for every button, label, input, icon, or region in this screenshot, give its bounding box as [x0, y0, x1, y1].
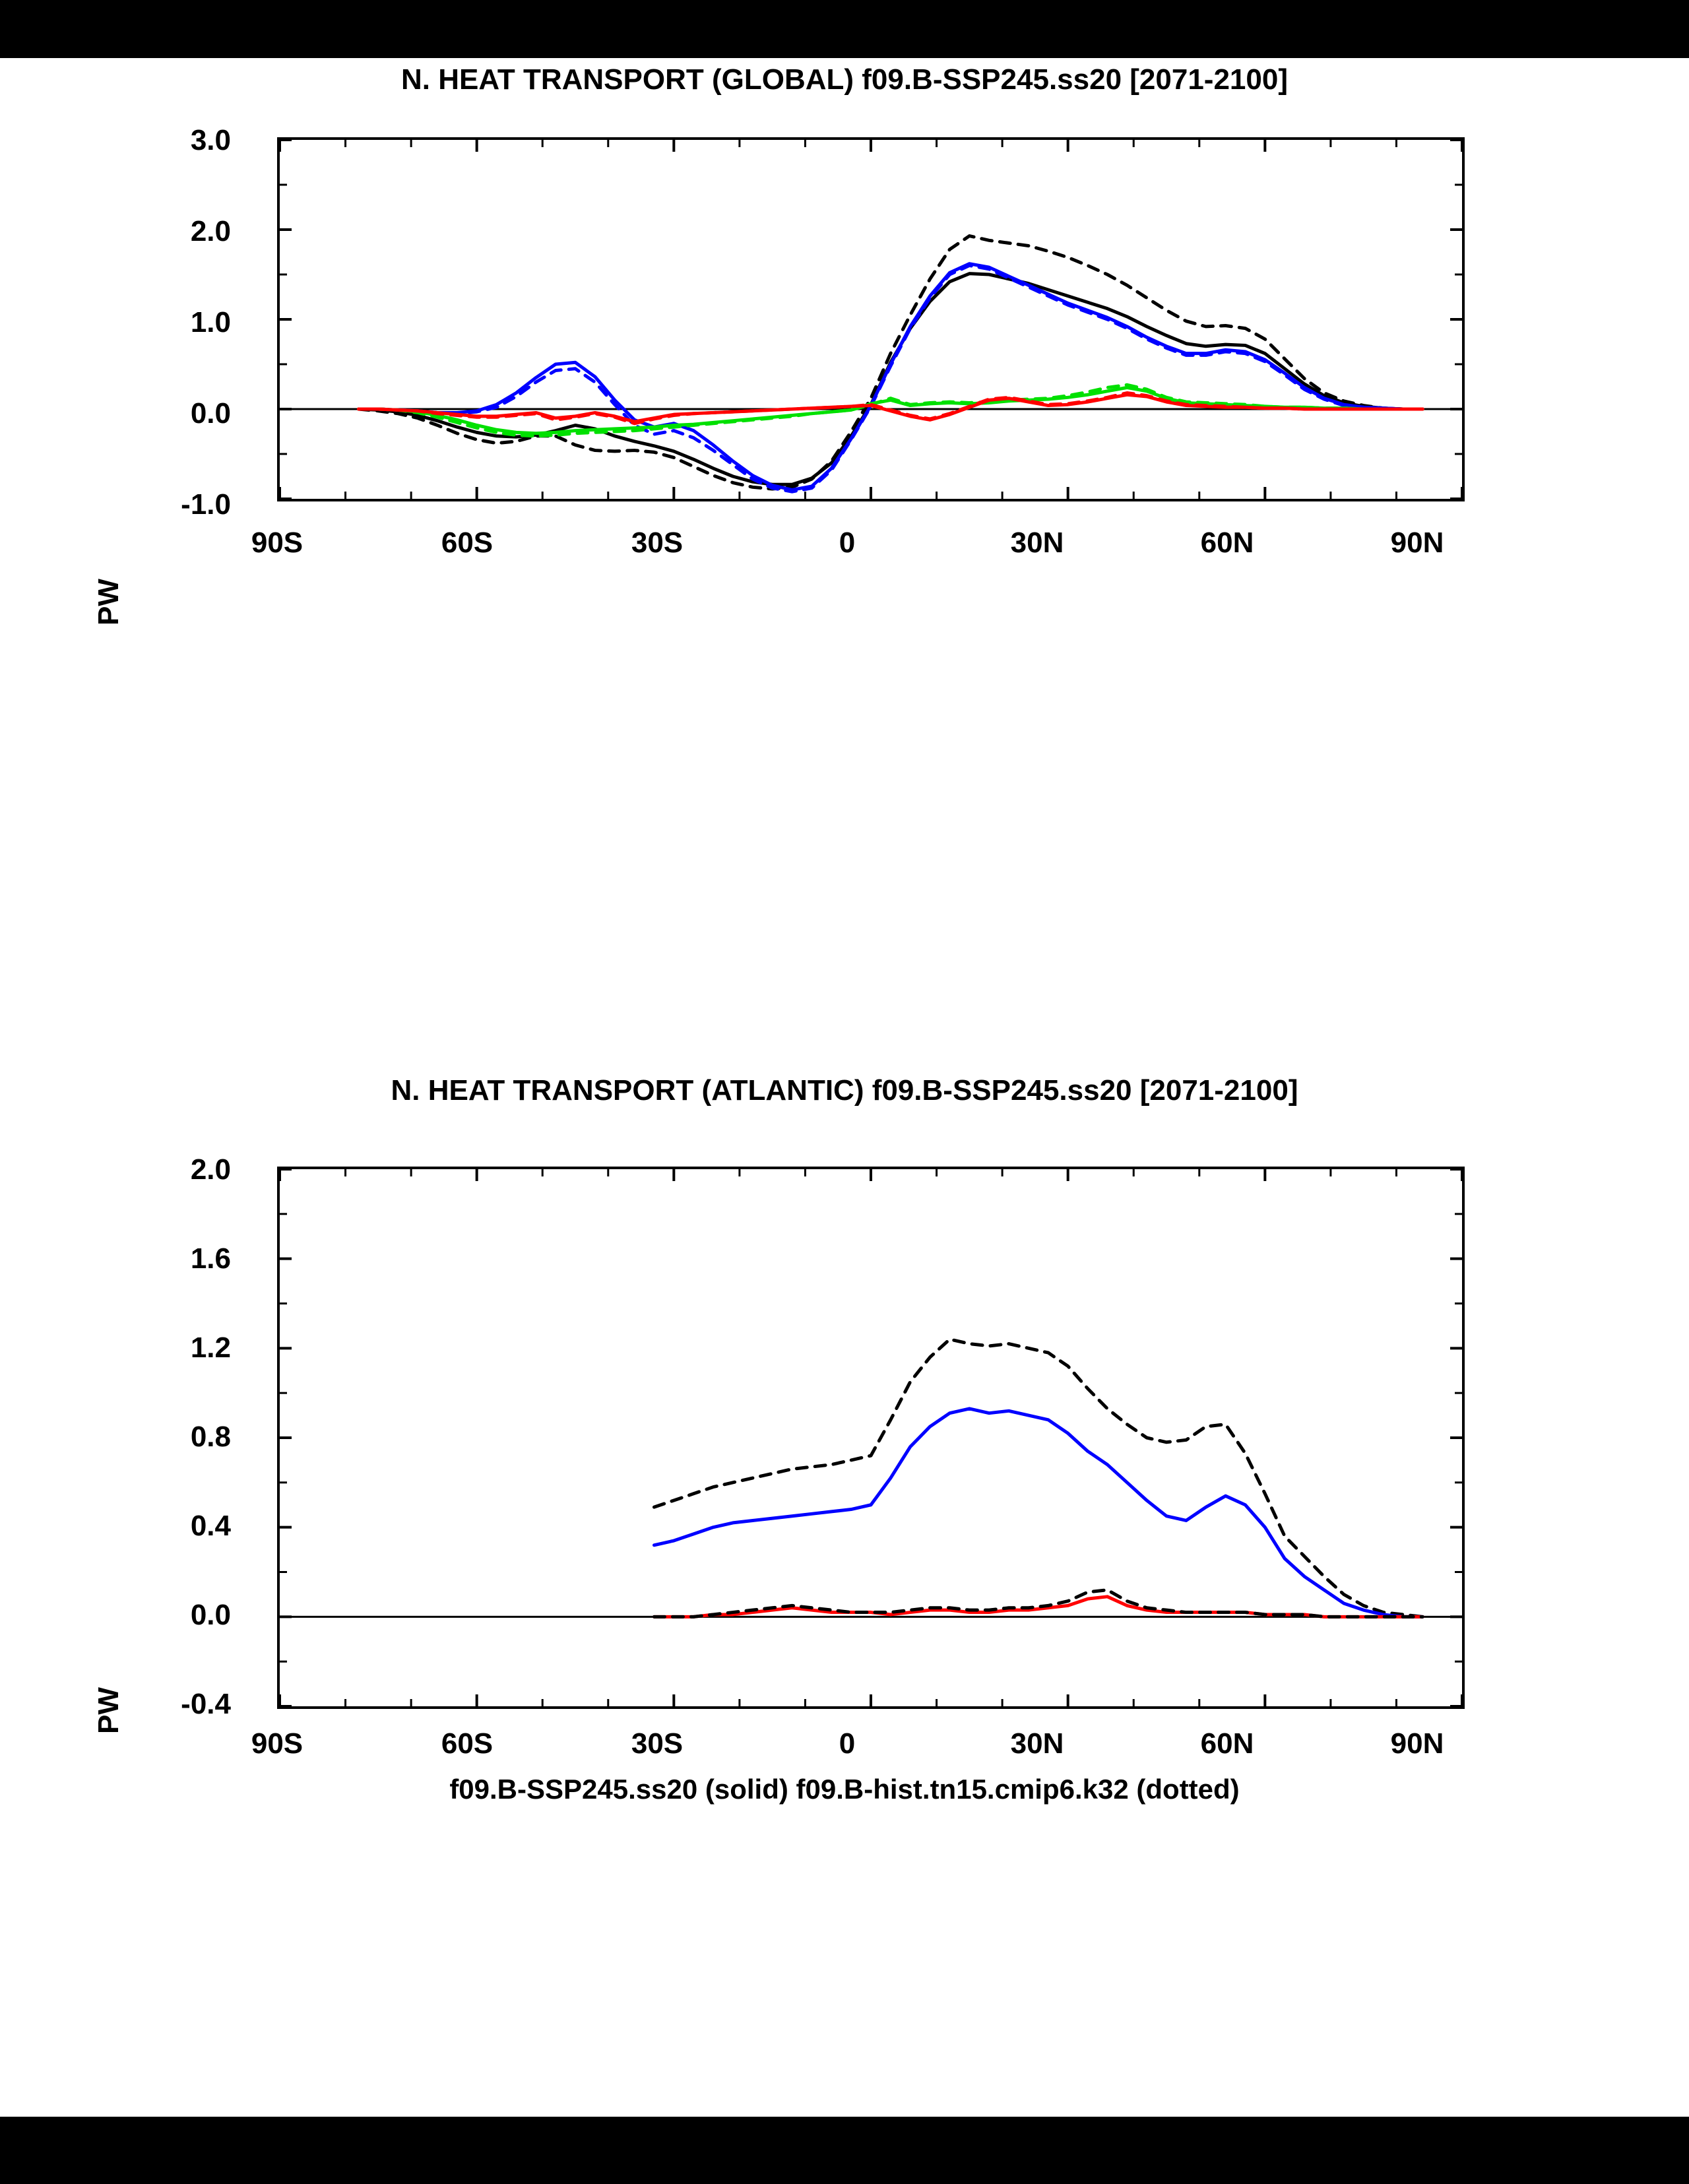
atlantic-xtick-30n: 30N [1010, 1727, 1064, 1760]
atlantic-xtick-90s: 90S [251, 1727, 303, 1760]
atlantic-ytick-1_2: 1.2 [190, 1332, 231, 1364]
global-plot-area [277, 137, 1465, 501]
panel-global [0, 58, 1689, 1061]
atlantic-xtick-60n: 60N [1200, 1727, 1254, 1760]
atlantic-xtick-30s: 30S [631, 1727, 684, 1760]
global-xtick-90n: 90N [1390, 527, 1444, 559]
global-xtick-30n: 30N [1010, 527, 1064, 559]
atlantic-ytick-1_6: 1.6 [190, 1242, 231, 1275]
global-ytick-0: 0.0 [190, 397, 231, 430]
atlantic-ytick-neg0_4: -0.4 [181, 1688, 231, 1720]
figure-footer-caption: f09.B-SSP245.ss20 (solid) f09.B-hist.tn15.cmip6.k32 (dotted) [449, 1774, 1240, 1805]
global-y-axis-label: PW [92, 579, 125, 626]
atlantic-ytick-0_8: 0.8 [190, 1421, 231, 1453]
global-ytick-1: 1.0 [190, 306, 231, 338]
global-xtick-90s: 90S [251, 527, 303, 559]
atlantic-y-axis-label: PW [92, 1687, 125, 1734]
global-xtick-60n: 60N [1200, 527, 1254, 559]
atlantic-xtick-0: 0 [839, 1727, 856, 1760]
global-ytick-neg1: -1.0 [181, 488, 231, 521]
atlantic-xtick-60s: 60S [441, 1727, 494, 1760]
figure-sheet [0, 58, 1689, 2117]
atlantic-ytick-2_0: 2.0 [190, 1153, 231, 1186]
global-ytick-3: 3.0 [190, 124, 231, 156]
atlantic-plot-area [277, 1167, 1465, 1709]
atlantic-panel-title: N. HEAT TRANSPORT (ATLANTIC) f09.B-SSP245.ss20 [2071-2100] [391, 1074, 1298, 1107]
global-xtick-60s: 60S [441, 527, 494, 559]
global-panel-title: N. HEAT TRANSPORT (GLOBAL) f09.B-SSP245.ss20 [2071-2100] [401, 63, 1288, 96]
atlantic-ytick-0_0: 0.0 [190, 1599, 231, 1631]
panel-atlantic [0, 1068, 1689, 2117]
global-plot-svg [280, 140, 1462, 499]
global-ytick-2: 2.0 [190, 215, 231, 247]
atlantic-ytick-0_4: 0.4 [190, 1510, 231, 1542]
global-xtick-30s: 30S [631, 527, 684, 559]
atlantic-xtick-90n: 90N [1390, 1727, 1444, 1760]
atlantic-plot-svg [280, 1169, 1462, 1706]
global-xtick-0: 0 [839, 527, 856, 559]
